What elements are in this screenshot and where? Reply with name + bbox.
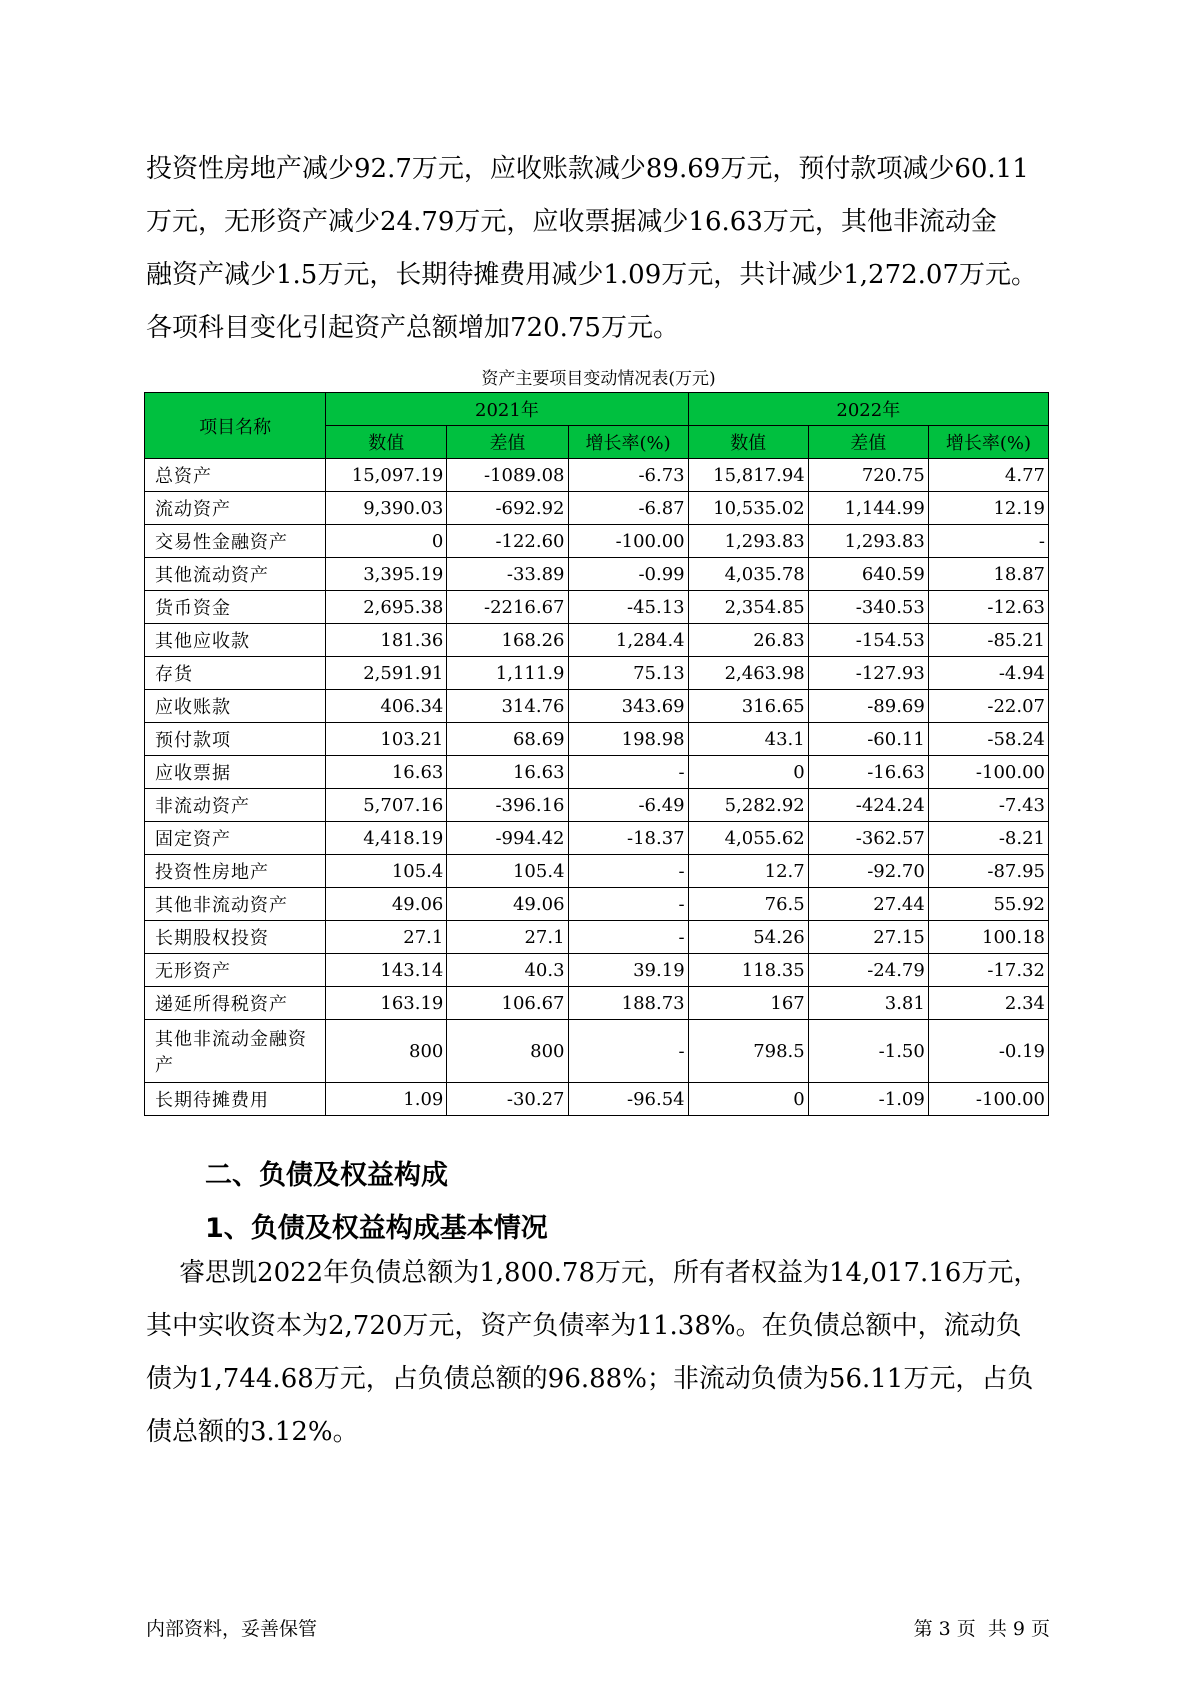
cell-growth-2021: 75.13	[568, 657, 688, 690]
cell-value-2022: 4,055.62	[688, 822, 808, 855]
row-item-name: 长期股权投资	[145, 921, 326, 954]
paragraph-line: 其中实收资本为2,720万元，资产负债率为11.38%。在负债总额中，流动负	[146, 1311, 1022, 1341]
table-row	[145, 1020, 1049, 1083]
cell-value-2021: 3,395.19	[326, 558, 447, 591]
cell-growth-2021: -6.73	[568, 459, 688, 492]
cell-diff-2022: 27.15	[808, 921, 928, 954]
cell-diff-2021: -33.89	[447, 558, 568, 591]
header-diff: 差值	[808, 426, 928, 459]
cell-diff-2022: -89.69	[808, 690, 928, 723]
cell-diff-2022: 27.44	[808, 888, 928, 921]
cell-growth-2022: -85.21	[928, 624, 1048, 657]
cell-value-2021: 2,591.91	[326, 657, 447, 690]
cell-diff-2021: 16.63	[447, 756, 568, 789]
row-item-name: 其他非流动金融资产	[145, 1020, 326, 1083]
cell-diff-2022: -92.70	[808, 855, 928, 888]
cell-value-2022: 798.5	[688, 1020, 808, 1083]
cell-diff-2022: -24.79	[808, 954, 928, 987]
cell-value-2021: 105.4	[326, 855, 447, 888]
cell-growth-2022: -4.94	[928, 657, 1048, 690]
cell-value-2021: 5,707.16	[326, 789, 447, 822]
cell-value-2022: 26.83	[688, 624, 808, 657]
cell-growth-2021: -	[568, 921, 688, 954]
cell-diff-2021: -122.60	[447, 525, 568, 558]
cell-diff-2022: -340.53	[808, 591, 928, 624]
cell-diff-2021: 314.76	[447, 690, 568, 723]
paragraph-line: 万元，无形资产减少24.79万元，应收票据减少16.63万元，其他非流动金	[146, 207, 997, 237]
cell-value-2021: 406.34	[326, 690, 447, 723]
cell-value-2021: 49.06	[326, 888, 447, 921]
paragraph-line: 睿思凯2022年负债总额为1,800.78万元，所有者权益为14,017.16万元，	[146, 1258, 1040, 1288]
header-diff: 差值	[447, 426, 568, 459]
table-caption: 资产主要项目变动情况表(万元)	[481, 369, 716, 389]
header-year-2021: 2021年	[326, 393, 688, 426]
row-item-name: 其他非流动资产	[145, 888, 326, 921]
cell-diff-2022: -424.24	[808, 789, 928, 822]
table-row	[145, 492, 1049, 525]
row-item-name: 应收票据	[145, 756, 326, 789]
row-item-name: 存货	[145, 657, 326, 690]
cell-diff-2021: -994.42	[447, 822, 568, 855]
cell-diff-2022: -154.53	[808, 624, 928, 657]
table-row	[145, 855, 1049, 888]
cell-value-2021: 15,097.19	[326, 459, 447, 492]
cell-growth-2021: 39.19	[568, 954, 688, 987]
cell-value-2022: 10,535.02	[688, 492, 808, 525]
cell-growth-2021: 188.73	[568, 987, 688, 1020]
cell-diff-2022: 640.59	[808, 558, 928, 591]
row-item-name: 无形资产	[145, 954, 326, 987]
cell-diff-2022: -1.09	[808, 1083, 928, 1116]
cell-growth-2021: -18.37	[568, 822, 688, 855]
cell-diff-2021: 49.06	[447, 888, 568, 921]
table-row	[145, 690, 1049, 723]
row-item-name: 总资产	[145, 459, 326, 492]
cell-growth-2022: -22.07	[928, 690, 1048, 723]
cell-growth-2021: -45.13	[568, 591, 688, 624]
footer-confidential-note: 内部资料，妥善保管	[146, 1618, 318, 1640]
cell-growth-2021: -0.99	[568, 558, 688, 591]
table-row	[145, 954, 1049, 987]
subsection-heading: 1、负债及权益构成基本情况	[205, 1213, 548, 1244]
cell-diff-2021: -396.16	[447, 789, 568, 822]
cell-growth-2022: -12.63	[928, 591, 1048, 624]
row-item-name: 流动资产	[145, 492, 326, 525]
cell-growth-2021: 1,284.4	[568, 624, 688, 657]
table-row	[145, 624, 1049, 657]
header-value: 数值	[326, 426, 447, 459]
cell-diff-2022: -60.11	[808, 723, 928, 756]
table-header	[145, 393, 1049, 459]
cell-growth-2022: -7.43	[928, 789, 1048, 822]
cell-value-2021: 16.63	[326, 756, 447, 789]
row-item-name: 固定资产	[145, 822, 326, 855]
cell-growth-2021: 198.98	[568, 723, 688, 756]
table-row	[145, 756, 1049, 789]
header-growth: 增长率(%)	[928, 426, 1048, 459]
table-row	[145, 1083, 1049, 1116]
header-growth: 增长率(%)	[568, 426, 688, 459]
cell-diff-2021: 800	[447, 1020, 568, 1083]
cell-diff-2021: 27.1	[447, 921, 568, 954]
cell-value-2022: 316.65	[688, 690, 808, 723]
cell-diff-2022: 1,293.83	[808, 525, 928, 558]
cell-diff-2021: 105.4	[447, 855, 568, 888]
intro-paragraph	[146, 143, 1051, 355]
cell-value-2022: 0	[688, 756, 808, 789]
header-value: 数值	[688, 426, 808, 459]
cell-diff-2022: -1.50	[808, 1020, 928, 1083]
cell-growth-2022: -87.95	[928, 855, 1048, 888]
row-item-name: 长期待摊费用	[145, 1083, 326, 1116]
cell-growth-2021: -6.87	[568, 492, 688, 525]
cell-diff-2022: 720.75	[808, 459, 928, 492]
row-item-name: 货币资金	[145, 591, 326, 624]
cell-growth-2021: -100.00	[568, 525, 688, 558]
cell-value-2021: 0	[326, 525, 447, 558]
cell-growth-2022: -	[928, 525, 1048, 558]
footer-page-number: 第 3 页 共 9 页	[913, 1618, 1050, 1640]
table-row	[145, 591, 1049, 624]
cell-value-2021: 1.09	[326, 1083, 447, 1116]
cell-value-2022: 15,817.94	[688, 459, 808, 492]
cell-value-2021: 103.21	[326, 723, 447, 756]
cell-growth-2021: -	[568, 756, 688, 789]
header-year-2022: 2022年	[688, 393, 1048, 426]
table-row	[145, 888, 1049, 921]
cell-growth-2021: -	[568, 855, 688, 888]
row-item-name: 非流动资产	[145, 789, 326, 822]
cell-growth-2022: -100.00	[928, 756, 1048, 789]
cell-value-2021: 27.1	[326, 921, 447, 954]
paragraph-line: 融资产减少1.5万元，长期待摊费用减少1.09万元，共计减少1,272.07万元。	[146, 260, 1038, 290]
paragraph-line: 各项科目变化引起资产总额增加720.75万元。	[146, 313, 679, 343]
table-row	[145, 657, 1049, 690]
cell-value-2022: 2,354.85	[688, 591, 808, 624]
cell-value-2021: 163.19	[326, 987, 447, 1020]
cell-diff-2022: 1,144.99	[808, 492, 928, 525]
row-item-name: 交易性金融资产	[145, 525, 326, 558]
cell-growth-2022: -17.32	[928, 954, 1048, 987]
cell-value-2022: 12.7	[688, 855, 808, 888]
cell-diff-2021: 40.3	[447, 954, 568, 987]
body-paragraph	[146, 1247, 1051, 1459]
table-body	[145, 459, 1049, 1116]
cell-value-2021: 9,390.03	[326, 492, 447, 525]
paragraph-line: 债总额的3.12%。	[146, 1417, 359, 1447]
table-row	[145, 459, 1049, 492]
cell-diff-2021: -1089.08	[447, 459, 568, 492]
cell-growth-2022: 12.19	[928, 492, 1048, 525]
section-heading: 二、负债及权益构成	[205, 1160, 448, 1191]
cell-growth-2022: 55.92	[928, 888, 1048, 921]
cell-value-2022: 167	[688, 987, 808, 1020]
cell-value-2021: 4,418.19	[326, 822, 447, 855]
table-row	[145, 822, 1049, 855]
cell-diff-2021: 168.26	[447, 624, 568, 657]
row-item-name: 递延所得税资产	[145, 987, 326, 1020]
table-row	[145, 921, 1049, 954]
cell-growth-2021: -	[568, 888, 688, 921]
cell-value-2022: 76.5	[688, 888, 808, 921]
cell-growth-2022: -8.21	[928, 822, 1048, 855]
table-row	[145, 789, 1049, 822]
cell-value-2022: 0	[688, 1083, 808, 1116]
cell-growth-2021: -96.54	[568, 1083, 688, 1116]
cell-diff-2021: 106.67	[447, 987, 568, 1020]
header-item-name: 项目名称	[145, 393, 326, 459]
cell-value-2021: 143.14	[326, 954, 447, 987]
cell-diff-2022: -16.63	[808, 756, 928, 789]
table-row	[145, 723, 1049, 756]
paragraph-line: 投资性房地产减少92.7万元，应收账款减少89.69万元，预付款项减少60.11	[146, 154, 1029, 184]
cell-growth-2022: 2.34	[928, 987, 1048, 1020]
cell-diff-2021: 1,111.9	[447, 657, 568, 690]
cell-diff-2021: -2216.67	[447, 591, 568, 624]
paragraph-line: 债为1,744.68万元，占负债总额的96.88%；非流动负债为56.11万元，占负	[146, 1364, 1034, 1394]
cell-diff-2022: 3.81	[808, 987, 928, 1020]
table-row	[145, 525, 1049, 558]
row-item-name: 应收账款	[145, 690, 326, 723]
cell-value-2022: 4,035.78	[688, 558, 808, 591]
table-row	[145, 987, 1049, 1020]
cell-growth-2021: -6.49	[568, 789, 688, 822]
cell-growth-2022: -58.24	[928, 723, 1048, 756]
cell-diff-2022: -127.93	[808, 657, 928, 690]
cell-value-2021: 2,695.38	[326, 591, 447, 624]
cell-growth-2022: -100.00	[928, 1083, 1048, 1116]
cell-value-2022: 2,463.98	[688, 657, 808, 690]
cell-value-2022: 118.35	[688, 954, 808, 987]
cell-value-2022: 1,293.83	[688, 525, 808, 558]
row-item-name: 预付款项	[145, 723, 326, 756]
row-item-name: 投资性房地产	[145, 855, 326, 888]
row-item-name: 其他流动资产	[145, 558, 326, 591]
cell-diff-2021: 68.69	[447, 723, 568, 756]
cell-value-2022: 5,282.92	[688, 789, 808, 822]
cell-growth-2021: 343.69	[568, 690, 688, 723]
cell-diff-2022: -362.57	[808, 822, 928, 855]
cell-growth-2022: 18.87	[928, 558, 1048, 591]
cell-value-2021: 181.36	[326, 624, 447, 657]
row-item-name: 其他应收款	[145, 624, 326, 657]
asset-changes-table	[144, 392, 1049, 1116]
cell-diff-2021: -692.92	[447, 492, 568, 525]
cell-growth-2021: -	[568, 1020, 688, 1083]
cell-value-2022: 43.1	[688, 723, 808, 756]
cell-diff-2021: -30.27	[447, 1083, 568, 1116]
table-row	[145, 558, 1049, 591]
cell-growth-2022: 100.18	[928, 921, 1048, 954]
cell-growth-2022: -0.19	[928, 1020, 1048, 1083]
cell-value-2021: 800	[326, 1020, 447, 1083]
cell-value-2022: 54.26	[688, 921, 808, 954]
cell-growth-2022: 4.77	[928, 459, 1048, 492]
